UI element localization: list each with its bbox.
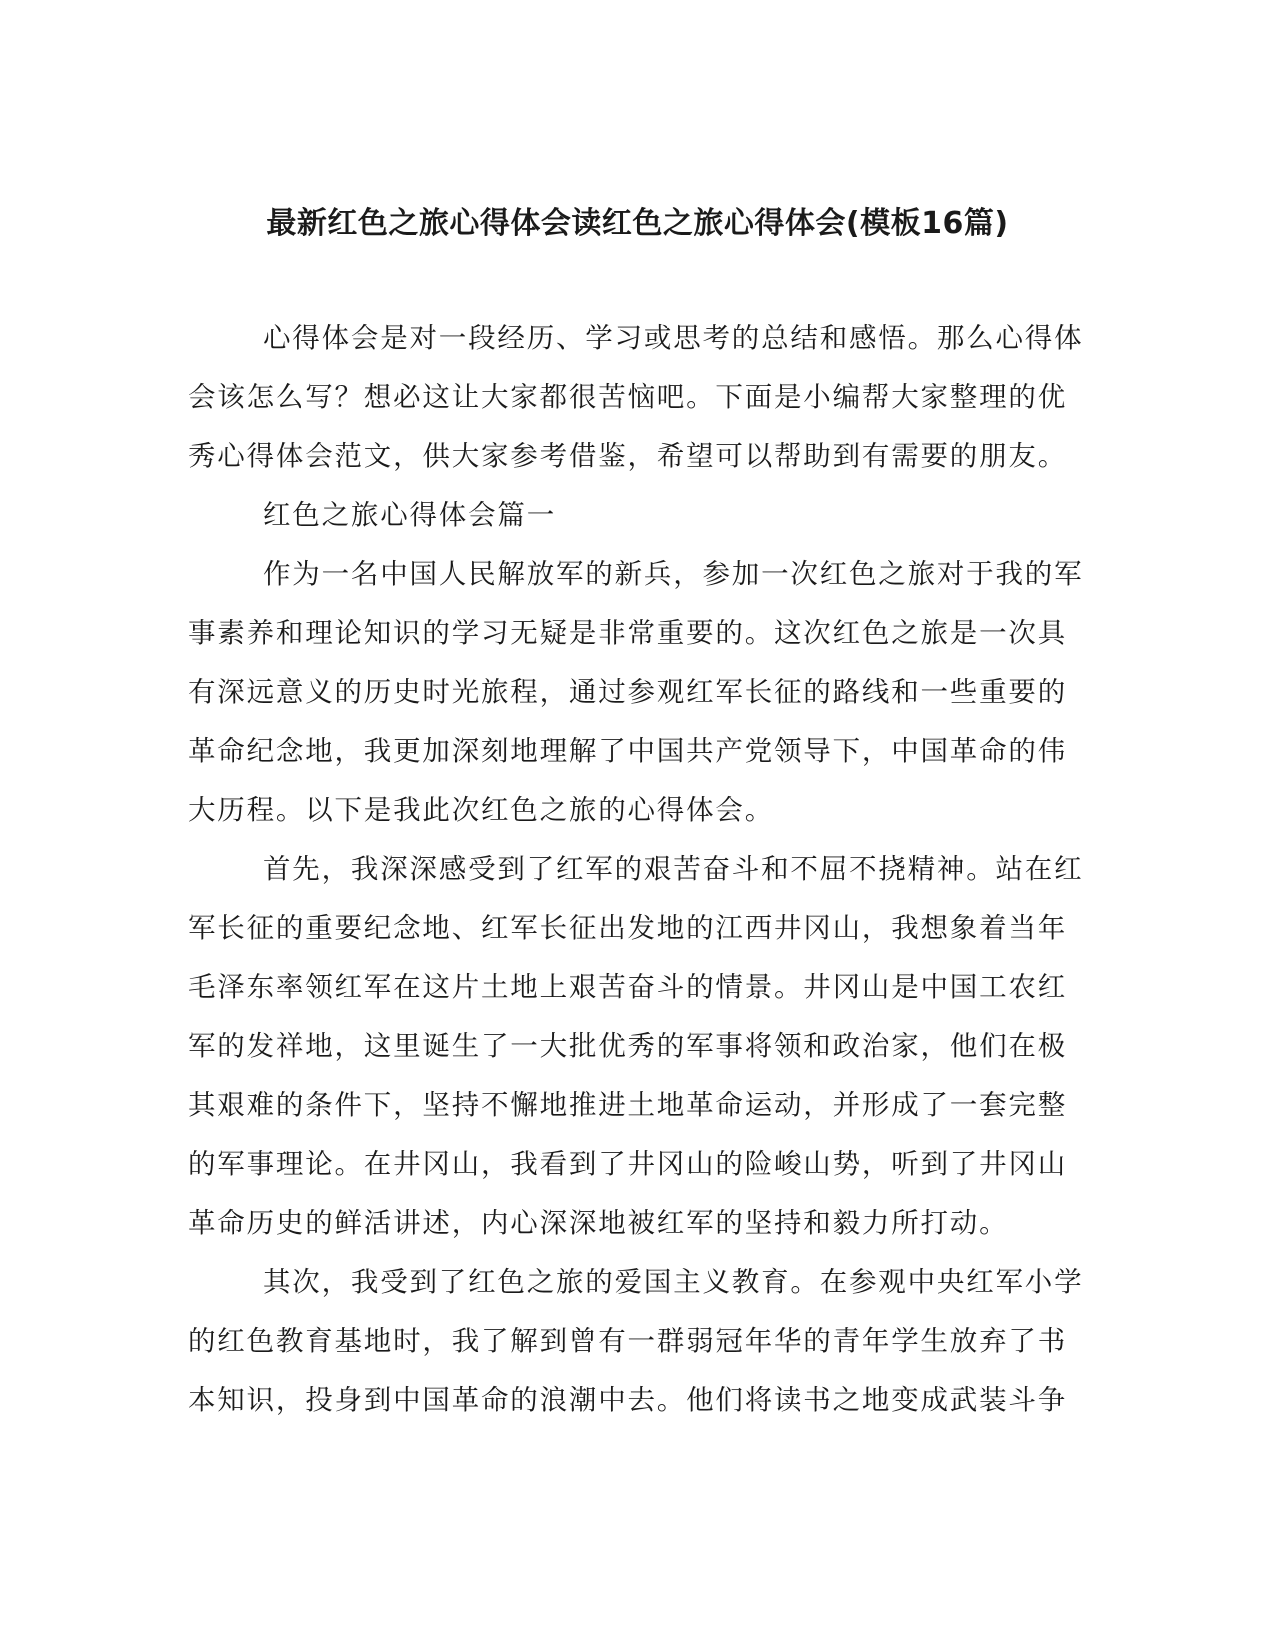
paragraph-line: 其次，我受到了红色之旅的爱国主义教育。在参观中央红军小学 xyxy=(263,1266,1084,1298)
paragraph-line: 大历程。以下是我此次红色之旅的心得体会。 xyxy=(188,794,774,826)
paragraph-line: 会该怎么写？想必这让大家都很苦恼吧。下面是小编帮大家整理的优 xyxy=(188,381,1067,413)
document-title: 最新红色之旅心得体会读红色之旅心得体会(模板16篇) xyxy=(266,206,1009,241)
paragraph-line: 心得体会是对一段经历、学习或思考的总结和感悟。那么心得体 xyxy=(263,322,1084,354)
section-heading: 红色之旅心得体会篇一 xyxy=(263,499,556,531)
paragraph-line: 毛泽东率领红军在这片土地上艰苦奋斗的情景。井冈山是中国工农红 xyxy=(188,971,1067,1003)
paragraph-line: 的军事理论。在井冈山，我看到了井冈山的险峻山势，听到了井冈山 xyxy=(188,1148,1067,1180)
paragraph-line: 秀心得体会范文，供大家参考借鉴，希望可以帮助到有需要的朋友。 xyxy=(188,440,1067,472)
paragraph-line: 事素养和理论知识的学习无疑是非常重要的。这次红色之旅是一次具 xyxy=(188,617,1067,649)
paragraph-line: 本知识，投身到中国革命的浪潮中去。他们将读书之地变成武装斗争 xyxy=(188,1384,1067,1416)
paragraph-line: 的红色教育基地时，我了解到曾有一群弱冠年华的青年学生放弃了书 xyxy=(188,1325,1067,1357)
paragraph-line: 革命历史的鲜活讲述，内心深深地被红军的坚持和毅力所打动。 xyxy=(188,1207,1009,1239)
paragraph-line: 有深远意义的历史时光旅程，通过参观红军长征的路线和一些重要的 xyxy=(188,676,1067,708)
paragraph-line: 其艰难的条件下，坚持不懈地推进土地革命运动，并形成了一套完整 xyxy=(188,1089,1067,1121)
paragraph-line: 军长征的重要纪念地、红军长征出发地的江西井冈山，我想象着当年 xyxy=(188,912,1067,944)
paragraph-line: 军的发祥地，这里诞生了一大批优秀的军事将领和政治家，他们在极 xyxy=(188,1030,1067,1062)
paragraph-line: 作为一名中国人民解放军的新兵，参加一次红色之旅对于我的军 xyxy=(263,558,1084,590)
paragraph-line: 首先，我深深感受到了红军的艰苦奋斗和不屈不挠精神。站在红 xyxy=(263,853,1084,885)
paragraph-line: 革命纪念地，我更加深刻地理解了中国共产党领导下，中国革命的伟 xyxy=(188,735,1067,767)
